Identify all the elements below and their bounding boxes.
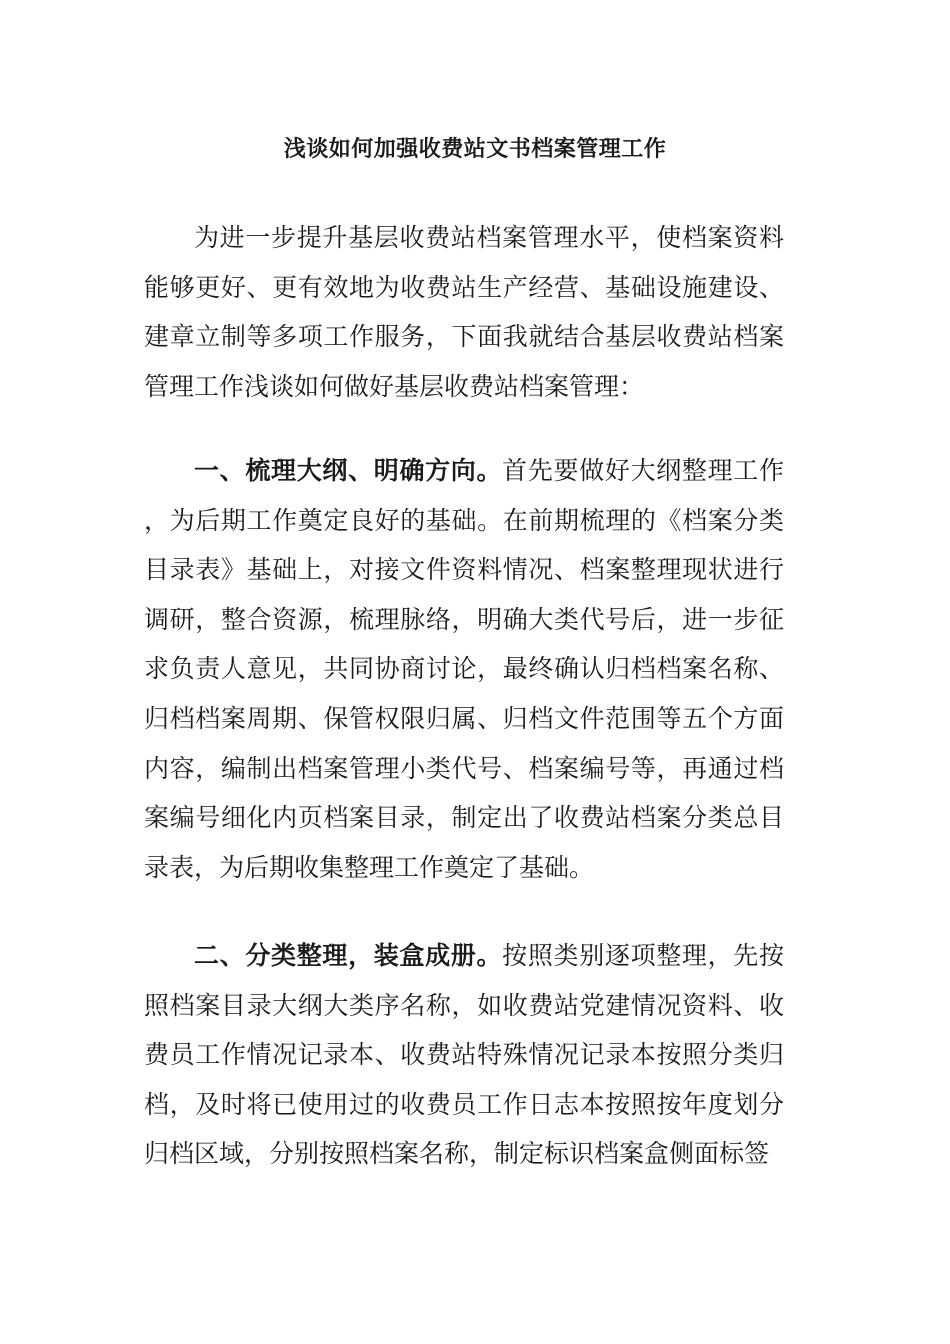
paragraph-intro-text: 为进一步提升基层收费站档案管理水平，使档案资料能够更好、更有效地为收费站生产经营、基础设施建设、建章立制等多项工作服务，下面我就结合基层收费站档案管理工作浅谈如何做好基层收费站档案管理：	[144, 223, 784, 401]
document-title: 浅谈如何加强收费站文书档案管理工作	[283, 137, 667, 162]
section-1-heading: 一、梳理大纲、明确方向。	[194, 456, 503, 485]
paragraph-intro	[144, 213, 784, 411]
paragraph-section-2	[144, 931, 784, 1179]
section-2-text: 按照类别逐项整理，先按照档案目录大纲大类序名称，如收费站党建情况资料、收费员工作情况记录本、收费站特殊情况记录本按照分类归档，及时将已使用过的收费员工作日志本按照按年度划分归档区域，分别按照档案名称，制定标识档案盒侧面标签	[144, 941, 784, 1169]
section-2-heading: 二、分类整理，装盒成册。	[194, 941, 503, 970]
section-1-text: 首先要做好大纲整理工作，为后期工作奠定良好的基础。在前期梳理的《档案分类目录表》基础上，对接文件资料情况、档案整理现状进行调研，整合资源，梳理脉络，明确大类代号后，进一步征求负责人意见，共同协商讨论，最终确认归档档案名称、归档档案周期、保管权限归属、归档文件范围等五个方面内容，编制出档案管理小类代号、档案编号等，再通过档案编号细化内页档案目录，制定出了收费站档案分类总目录表，为后期收集整理工作奠定了基础。	[144, 456, 784, 882]
paragraph-section-1	[144, 446, 784, 892]
